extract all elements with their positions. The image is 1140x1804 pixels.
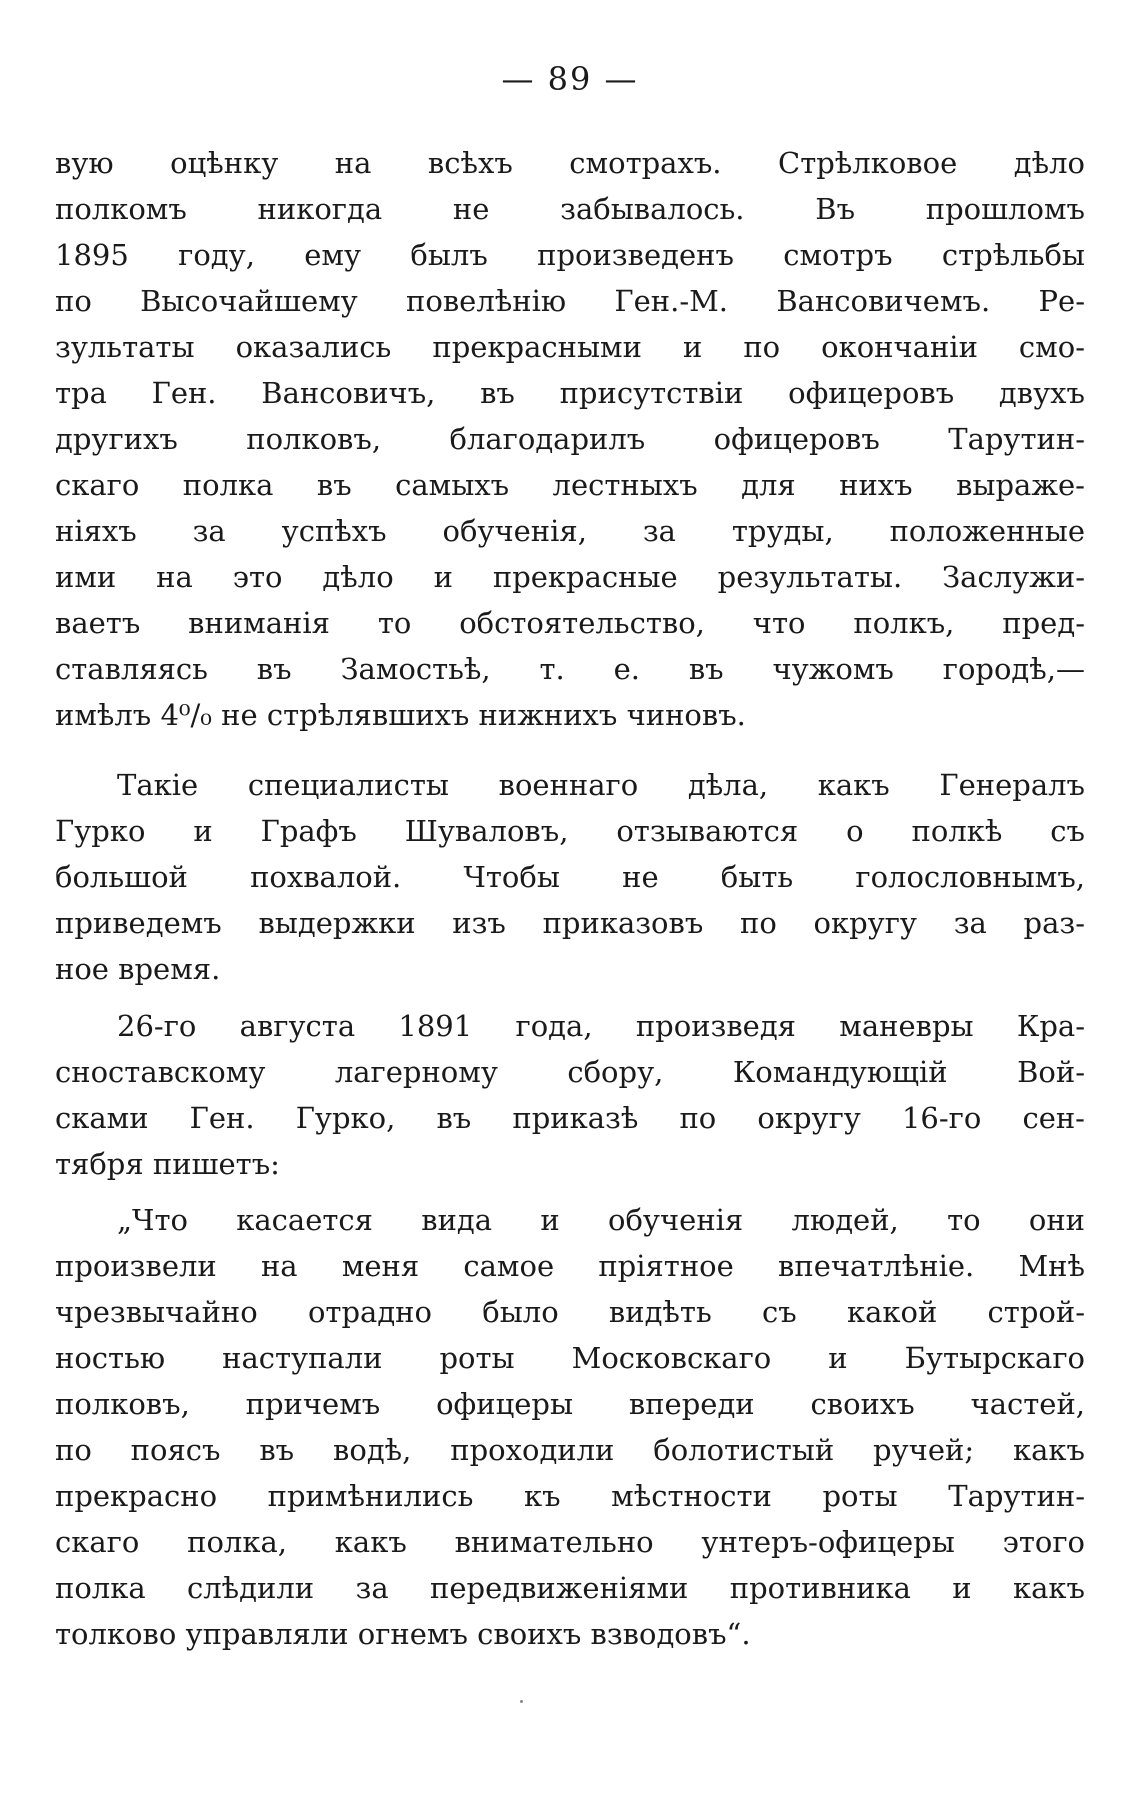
text-line: другихъ полковъ, благодарилъ офицеровъ Тарутин- [55, 422, 1085, 456]
text-line: ностью наступали роты Московскаго и Бутырскаго [55, 1341, 1085, 1375]
text-line: большой похвалой. Чтобы не быть голословнымъ, [55, 860, 1085, 894]
text-line: скаго полка въ самыхъ лестныхъ для нихъ выраже- [55, 468, 1085, 502]
text-line: „Что касается вида и обученія людей, то они [117, 1203, 1085, 1237]
text-line: толково управляли огнемъ своихъ взводовъ“. [55, 1617, 751, 1651]
paragraph-4-quote [55, 1197, 1085, 1657]
text-line: прекрасно примѣнились къ мѣстности роты Тарутин- [55, 1479, 1085, 1513]
text-line: полковъ, причемъ офицеры впереди своихъ частей, [55, 1387, 1085, 1421]
page-number: — 89 — [501, 60, 639, 98]
text-line: зультаты оказались прекрасными и по окончаніи смо- [55, 330, 1085, 364]
print-speck [520, 1700, 523, 1703]
text-line: по поясъ въ водѣ, проходили болотистый ручей; какъ [55, 1433, 1085, 1467]
text-line: 26-го августа 1891 года, произведя маневры Кра- [117, 1009, 1085, 1043]
paragraph-2 [55, 762, 1085, 992]
text-line: Гурко и Графъ Шуваловъ, отзываются о полкѣ съ [55, 814, 1085, 848]
text-line: ное время. [55, 952, 221, 986]
text-line: Такіе специалисты военнаго дѣла, какъ Генералъ [117, 768, 1085, 802]
text-line: приведемъ выдержки изъ приказовъ по округу за раз- [55, 906, 1085, 940]
text-line: тября пишетъ: [55, 1147, 280, 1181]
text-line: имѣлъ 4⁰/₀ не стрѣлявшихъ нижнихъ чиновъ. [55, 698, 746, 732]
text-line: ваетъ вниманія то обстоятельство, что полкъ, пред- [55, 606, 1085, 640]
paragraph-1 [55, 140, 1085, 738]
text-line: чрезвычайно отрадно было видѣть съ какой строй- [55, 1295, 1085, 1329]
text-line: сноставскому лагерному сбору, Командующій Вой- [55, 1055, 1085, 1089]
text-line: ставляясь въ Замостьѣ, т. е. въ чужомъ городѣ,— [55, 652, 1085, 686]
text-line: полка слѣдили за передвиженіями противника и какъ [55, 1571, 1085, 1605]
text-line: скаго полка, какъ внимательно унтеръ-офицеры этого [55, 1525, 1085, 1559]
text-line: сками Ген. Гурко, въ приказѣ по округу 16-го сен- [55, 1101, 1085, 1135]
text-line: 1895 году, ему былъ произведенъ смотръ стрѣльбы [55, 238, 1085, 272]
text-line: тра Ген. Вансовичъ, въ присутствіи офицеровъ двухъ [55, 376, 1085, 410]
text-line: полкомъ никогда не забывалось. Въ прошломъ [55, 192, 1085, 226]
text-line: вую оцѣнку на всѣхъ смотрахъ. Стрѣлковое дѣло [55, 146, 1085, 180]
paragraph-3 [55, 1003, 1085, 1187]
text-line: по Высочайшему повелѣнію Ген.-М. Вансовичемъ. Ре- [55, 284, 1085, 318]
text-line: ими на это дѣло и прекрасные результаты. Заслужи- [55, 560, 1085, 594]
text-line: ніяхъ за успѣхъ обученія, за труды, положенные [55, 514, 1085, 548]
text-line: произвели на меня самое пріятное впечатлѣніе. Мнѣ [55, 1249, 1085, 1283]
